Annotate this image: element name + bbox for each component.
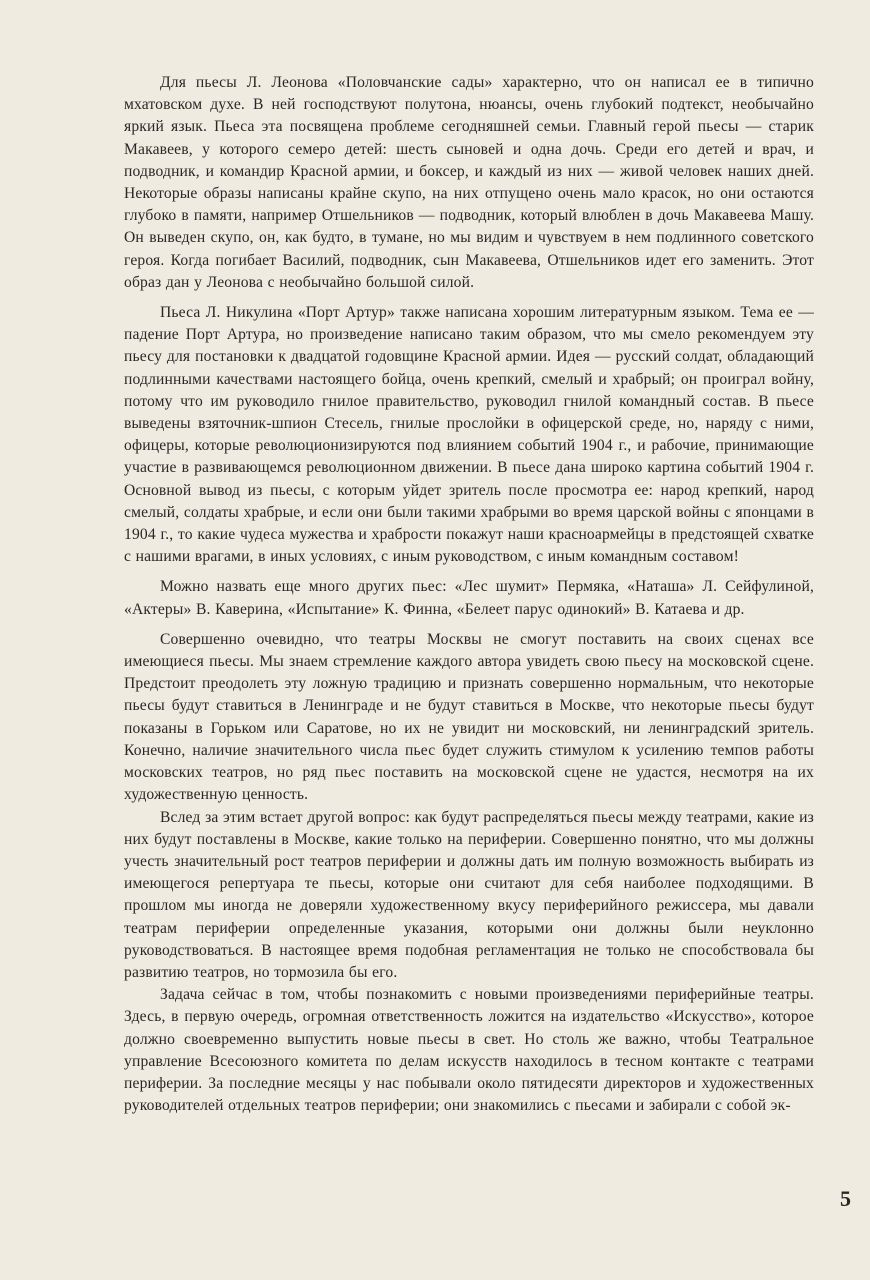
paragraph-task: Задача сейчас в том, чтобы познакомить с новыми произведениями периферийные театры. Здесь, в первую очередь, огромная ответственность ложится на издательство «Искусство», которое должно своевременно выпустить новые пьесы в свет. Но столь же важно, чтобы Театральное управление Всесоюзного комитета по делам искусств находилось в тесном контакте с театрами периферии. За последние месяцы у нас побывали около пятидесяти директоров и художественных руководителей отдельных театров периферии; они знакомились с пьесами и забирали с собой эк- [124, 986, 814, 1115]
page-body [124, 72, 814, 1125]
paragraph-other-plays: Можно назвать еще много других пьес: «Лес шумит» Пермяка, «Наташа» Л. Сейфулиной, «Актеры» В. Каверина, «Испытание» К. Финна, «Белеет парус одинокий» В. Катаева и др. [124, 578, 814, 618]
paragraph-distribution: Вслед за этим встает другой вопрос: как будут распределяться пьесы между театрами, какие из них будут поставлены в Москве, какие только на периферии. Совершенно понятно, что мы должны учесть значительный рост театров периферии и должны дать им полную возможность выбирать из имеющегося репертуара те пьесы, которые они считают для себя наиболее подходящими. В прошлом мы иногда не доверяли художественному вкусу периферийного режиссера, мы давали театрам периферии определенные указания, которыми они должны были неуклонно руководствоваться. В настоящее время подобная регламентация не только не способствовала бы развитию театров, но тормозила бы его. [124, 808, 814, 981]
paragraph-leonov: Для пьесы Л. Леонова «Половчанские сады» характерно, что он написал ее в типично мхатовском духе. В ней господствуют полутона, нюансы, очень глубокий подтекст, необычайно яркий язык. Пьеса эта посвящена проблеме сегодняшней семьи. Главный герой пьесы — старик Макавеев, у которого семеро детей: шесть сыновей и одна дочь. Среди его детей и врач, и подводник, и командир Красной армии, и боксер, и каждый из них — живой человек наших дней. Некоторые образы написаны крайне скупо, на них отпущено очень мало красок, но они остаются глубоко в памяти, например Отшельников — подводник, который влюблен в дочь Макавеева Машу. Он выведен скупо, он, как будто, в тумане, но мы видим и чувствуем в нем подлинного советского героя. Когда погибает Василий, подводник, сын Макавеева, Отшельников идет его заменить. Этот образ дан у Леонова с необычайно большой силой. [124, 74, 814, 291]
page-number: 5 [840, 1186, 851, 1211]
paragraph-moscow-theatres: Совершенно очевидно, что театры Москвы не смогут поставить на своих сценах все имеющиеся пьесы. Мы знаем стремление каждого автора увидеть свою пьесу на московской сцене. Предстоит преодолеть эту ложную традицию и признать совершенно нормальным, что некоторые пьесы будут ставиться в Ленинграде и не будут ставиться в Москве, что некоторые пьесы будут показаны в Горьком или Саратове, но их не увидит ни московский, ни ленинградский зритель. Конечно, наличие значительного числа пьес будет служить стимулом к усилению темпов работы московских театров, но ряд пьес поставить на московской сцене не удастся, несмотря на их художественную ценность. [124, 630, 814, 804]
paragraph-nikulin: Пьеса Л. Никулина «Порт Артур» также написана хорошим литературным языком. Тема ее — падение Порт Артура, но произведение написано таким образом, что мы смело рекомендуем эту пьесу для постановки к двадцатой годовщине Красной армии. Идея — русский солдат, обладающий подлинными качествами настоящего бойца, очень крепкий, смелый и храбрый; он проиграл войну, потому что им руководило гнилое правительство, руководил гнилой командный состав. В пьесе выведены взяточник-шпион Стесель, гнилые прослойки в офицерской среде, но, наряду с ними, офицеры, которые революционизируются под влиянием событий 1904 г., и рабочие, принимающие участие в развивающемся революционном движении. В пьесе дана широко картина событий 1904 г. Основной вывод из пьесы, с которым уйдет зритель после просмотра ее: народ крепкий, народ смелый, солдаты храбрые, и если они были такими храбрыми во время царской войны с японцами в 1904 г., то какие чудеса мужества и храбрости покажут наши красноармейцы в предстоящей схватке с нашими врагами, в иных условиях, с иным руководством, с иным командным составом! [124, 304, 814, 566]
